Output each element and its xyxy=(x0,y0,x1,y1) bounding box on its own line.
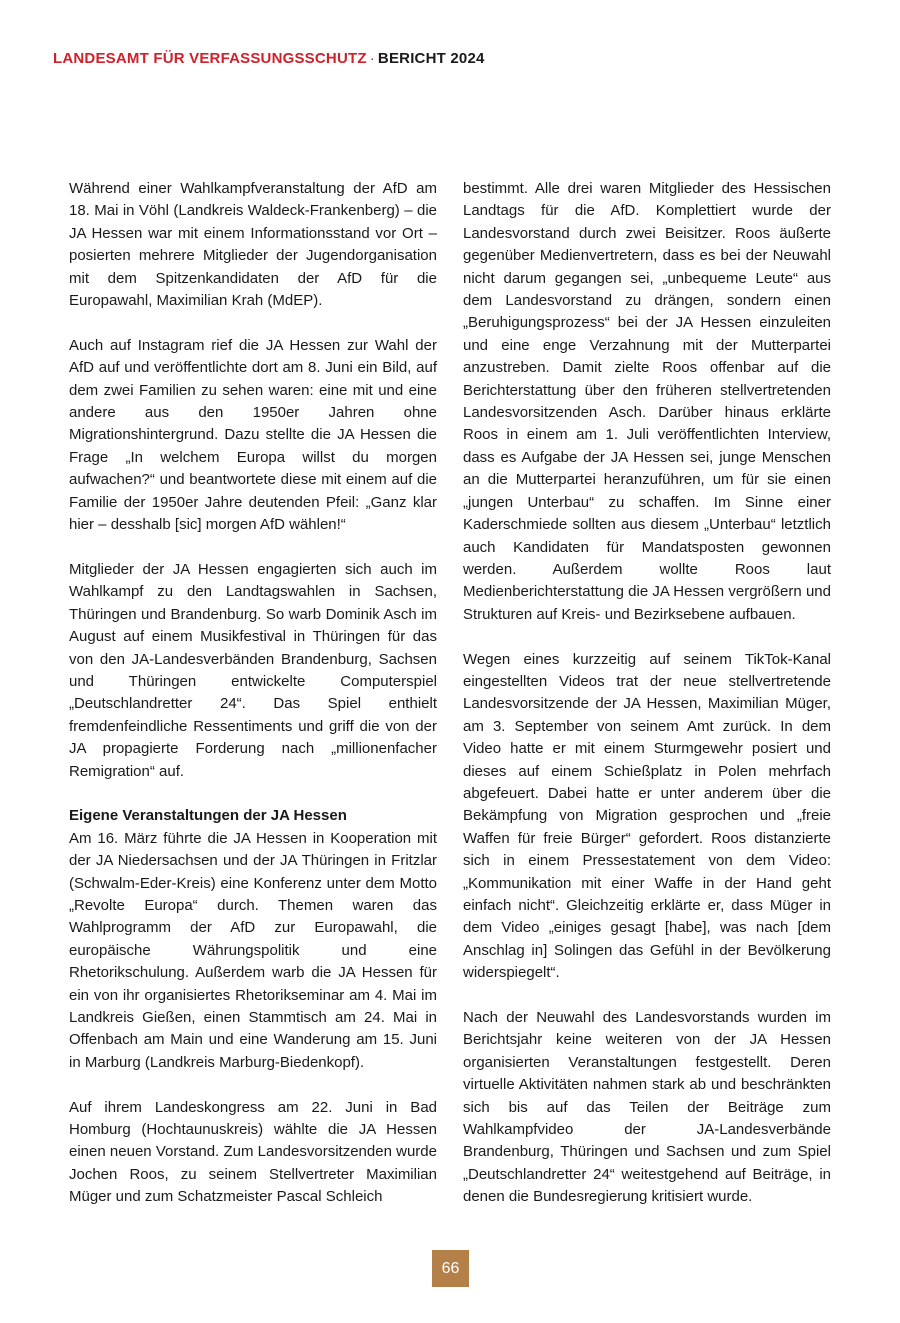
paragraph: Auch auf Instagram rief die JA Hessen zur Wahl der AfD auf und veröffentlichte dort am 8. Juni ein Bild, auf dem zwei Familien zu sehen waren: eine mit und eine andere aus den 1950er Jahren ohne Migrationshintergrund. Dazu stellte die JA Hessen die Frage „In welchem Europa willst du morgen aufwachen?“ und beantwortete diese mit einem auf die Familie der 1950er Jahre deutenden Pfeil: „Ganz klar hier – desshalb [sic] morgen AfD wählen!“ xyxy=(69,336,437,534)
page-number: 66 xyxy=(432,1250,469,1287)
right-column xyxy=(463,178,831,1231)
left-column xyxy=(69,178,437,1231)
section-heading: Eigene Veranstaltungen der JA Hessen xyxy=(69,807,347,825)
paragraph: Auf ihrem Landeskongress am 22. Juni in Bad Homburg (Hochtaunuskreis) wählte die JA Hessen einen neuen Vorstand. Zum Landesvorsitzenden wurde Jochen Roos, zu seinem Stellvertreter Maximilian Müger und zum Schatzmeister Pascal Schleich xyxy=(69,1098,437,1206)
paragraph: Am 16. März führte die JA Hessen in Kooperation mit der JA Niedersachsen und der JA Thüringen in Fritzlar (Schwalm-Eder-Kreis) eine Konferenz unter dem Motto „Revolte Europa“ durch. Themen waren das Wahlprogramm der AfD zur Europawahl, die europäische Währungspolitik und eine Rhetorikschulung. Außerdem warb die JA Hessen für ein von ihr organisiertes Rhetorikseminar am 4. Mai im Landkreis Gießen, einen Stammtisch am 24. Mai in Offenbach am Main und eine Wanderung am 15. Juni in Marburg (Landkreis Marburg-Biedenkopf). xyxy=(69,829,437,1071)
header-separator: · xyxy=(369,50,375,67)
running-header xyxy=(53,50,485,67)
paragraph: Nach der Neuwahl des Landesvorstands wurden im Berichtsjahr keine weiteren von der JA Hessen organisierten Veranstaltungen festgestellt. Deren virtuelle Aktivitäten nahmen stark ab und beschränkten sich bis auf das Teilen der Beiträge zum Wahlkampfvideo der JA-Landesverbände Brandenburg, Thüringen und Sachsen und zum Spiel „Deutschlandretter 24“ weitestgehend auf Beiträge, in denen die Bundesregierung kritisiert wurde. xyxy=(463,1009,831,1206)
header-org: LANDESAMT FÜR VERFASSUNGSSCHUTZ xyxy=(53,50,367,67)
paragraph: Mitglieder der JA Hessen engagierten sich auch im Wahlkampf zu den Landtagswahlen in Sachsen, Thüringen und Brandenburg. So warb Dominik Asch im August auf einem Musikfestival in Thüringen für das von den JA-Landesverbänden Brandenburg, Sachsen und Thüringen entwickelte Computerspiel „Deutschlandretter 24“. Das Spiel enthielt fremdenfeindliche Ressentiments und griff die von der JA propagierte Forderung nach „millionenfacher Remigration“ auf. xyxy=(69,560,437,780)
paragraph: Während einer Wahlkampfveranstaltung der AfD am 18. Mai in Vöhl (Landkreis Waldeck-Frankenberg) – die JA Hessen war mit einem Informationsstand vor Ort – posierten mehrere Mitglieder der Jugendorganisation mit dem Spitzenkandidaten der AfD für die Europawahl, Maximilian Krah (MdEP). xyxy=(69,180,437,310)
paragraph: bestimmt. Alle drei waren Mitglieder des Hessischen Landtags für die AfD. Komplettiert wurde der Landesvorstand durch zwei Beisitzer. Roos äußerte gegenüber Medienvertretern, dass es bei der Neuwahl nicht darum gegangen sei, „unbequeme Leute“ aus dem Landesvorstand zu drängen, sondern einen „Beruhigungsprozess“ bei der JA Hessen einzuleiten und eine enge Verzahnung mit der Mutterpartei anzustreben. Damit zielte Roos offenbar auf die Berichterstattung über den früheren stellvertretenden Landesvorsitzenden Asch. Darüber hinaus erklärte Roos in einem am 1. Juli veröffentlichten Interview, dass es Aufgabe der JA Hessen sei, junge Menschen an die Mutterpartei heranzuführen, um für sie einen „jungen Unterbau“ zu schaffen. Im Sinne einer Kaderschmiede sollten aus diesem „Unterbau“ letztlich auch Kandidaten für Mandatsposten gewonnen werden. Außerdem wollte Roos laut Medienberichterstattung die JA Hessen vergrößern und Strukturen auf Kreis- und Bezirksebene aufbauen. xyxy=(463,180,831,623)
header-report: BERICHT 2024 xyxy=(377,50,485,67)
paragraph: Wegen eines kurzzeitig auf seinem TikTok-Kanal eingestellten Videos trat der neue stellvertretende Landesvorsitzende der JA Hessen, Maximilian Müger, am 3. September von seinem Amt zurück. In dem Video hatte er mit einem Sturmgewehr posiert und dieses auf einem Schießplatz in Polen mehrfach abgefeuert. Dabei hatte er unter anderem über die Bekämpfung von Migration gesprochen und „freie Waffen für freie Bürger“ gefordert. Roos distanzierte sich in einem Pressestatement von dem Video: „Kommunikation mit einer Waffe in der Hand geht einfach nicht“. Gleichzeitig erklärte er, dass Müger in dem Video „einiges gesagt [habe], was nach [dem Anschlag in] Solingen das Gefühl in der Bevölkerung widerspiegelt“. xyxy=(463,650,831,982)
